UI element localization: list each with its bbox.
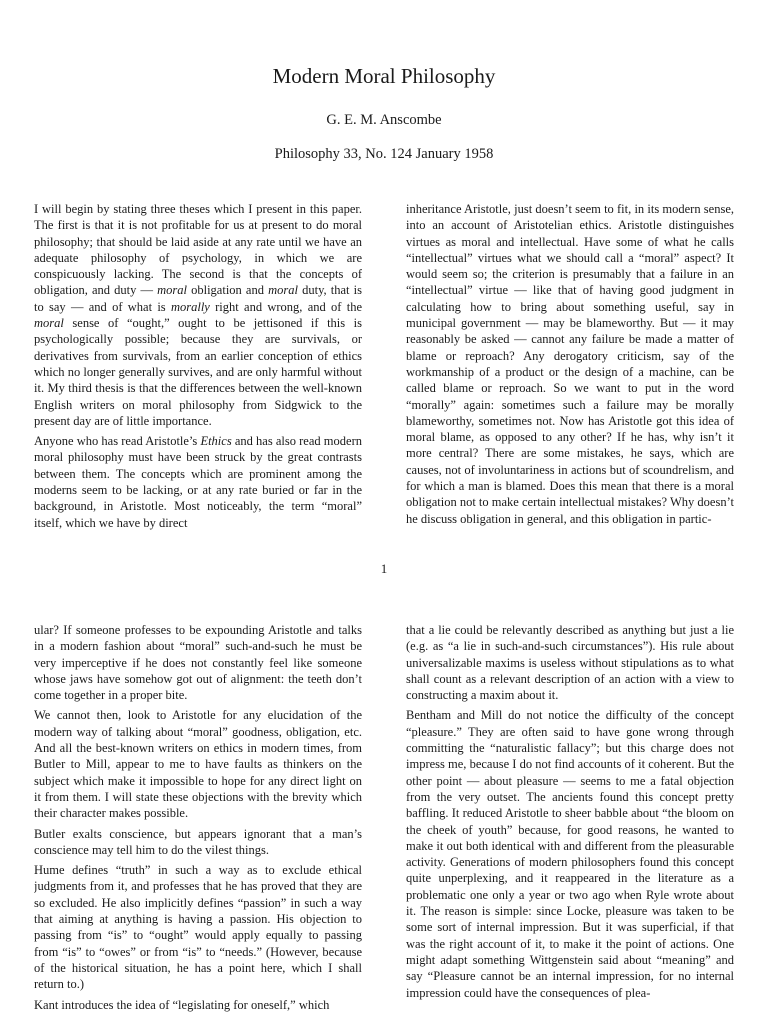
paragraph: I will begin by stating three theses which I present in this paper. The first is that it is not profitable for us at present to do moral philosophy; that should be laid aside at any rate until we have an adequate philosophy of psychology, in which we are conspicuously lacking. The second is that the concepts of obligation, and duty — moral obligation and moral duty, that is to say — and of what is morally right and wrong, and of the moral sense of “ought,” ought to be jettisoned if this is psychologically possible; because they are survivals, or derivatives from survivals, from an earlier conception of ethics which no longer generally survives, and are only harmful without it. My third thesis is that the differences between the well-known English writers on moral philosophy from Sidgwick to the present day are of little importance.	[34, 202, 362, 428]
paragraph: We cannot then, look to Aristotle for any elucidation of the modern way of talking about “moral” goodness, obligation, etc. And all the best-known writers on ethics in modern times, from Butler to Mill, appear to me to have faults as thinkers on the subject which make it impossible to hope for any direct light on it from them. I will state these objections with the brevity which their character makes possible.	[34, 708, 362, 821]
page2-right-column	[406, 622, 734, 1024]
paragraph: Anyone who has read Aristotle’s Ethics and has also read modern moral philosophy must have been struck by the great contrasts between them. The concepts which are prominent among the moderns seem to be lacking, or at any rate buried or far in the background, in Aristotle. Most noticeably, the term “moral” itself, which we have by direct	[34, 434, 362, 530]
paragraph: Kant introduces the idea of “legislating for oneself,” which	[34, 997, 330, 1012]
page2-left-column	[34, 622, 362, 1024]
paragraph: Butler exalts conscience, but appears ignorant that a man’s conscience may tell him to do the vilest things.	[34, 826, 362, 857]
page-number: 1	[380, 561, 388, 576]
paragraph: that a lie could be relevantly described as anything but just a lie (e.g. as “a lie in such-and-such circumstances”). His rule about universalizable maxims is useless without stipulations as to what shall count as a relevant description of an action with a view to constructing a maxim about it.	[406, 623, 734, 703]
page1-right-column	[406, 201, 734, 543]
paragraph: Bentham and Mill do not notice the difficulty of the concept “pleasure.” They are often said to have gone wrong through committing the “naturalistic fallacy”; but this charge does not impress me, because I do not find accounts of it coherent. But the other point — about pleasure — seems to me a fatal objection from the very outset. The ancients found this concept pretty baffling. It reduced Aristotle to sheer babble about “the bloom on the cheek of youth” because, for good reasons, he wanted to make it out both identical with and different from the pleasurable activity. Generations of modern philosophers found this concept quite unperplexing, and it reappeared in the literature as a problematic one only a year or two ago when Ryle wrote about it. The reason is simple: since Locke, pleasure was taken to be some sort of internal impression. But it was superficial, if that was the right account of it, to make it the point of actions. One might adapt something Wittgenstein said about “meaning” and say “Pleasure cannot be an internal impression, for no internal impression could have the consequences of plea-	[406, 708, 734, 1000]
citation-line: Philosophy 33, No. 124 January 1958	[274, 146, 494, 162]
paragraph: Hume defines “truth” in such a way as to exclude ethical judgments from it, and professes that he has proved that they are so excluded. He also implicitly defines “passion” in such a way that aiming at anything is having a passion. His objection to passing from “is” to “ought” would apply equally to passing from “is” to “owes” or from “is” to “needs.” (However, because of the historical situation, he has a point here, which I shall return to.)	[34, 863, 362, 992]
author-line: G. E. M. Anscombe	[326, 112, 442, 128]
page1-left-column	[34, 201, 362, 543]
paper-title: Modern Moral Philosophy	[272, 64, 496, 88]
paragraph: inheritance Aristotle, just doesn’t seem to fit, in its modern sense, into an account of Aristotelian ethics. Aristotle distinguishes virtues as moral and intellectual. Have some of what he calls “intellectual” virtues what we should call a “moral” aspect? It would seem so; the criterion is presumably that a failure in an “intellectual” virtue — like that of having good judgment in calculating how to bring about something useful, say in municipal government — may be blameworthy. But — it may reasonably be asked — cannot any failure be made a matter of blame or reproach? Any derogatory criticism, say of the workmanship of a product or the design of a machine, can be called blame or reproach. So we want to put in the word “morally” again: sometimes such a failure may be morally blameworthy, sometimes not. Now has Aristotle got this idea of moral blame, as opposed to any other? If he has, why isn’t it more central? There are some mistakes, he says, which are causes, not of involuntariness in actions but of scoundrelism, and for which a man is blamed. Does this mean that there is a moral obligation not to make certain intellectual mistakes? Why doesn’t he discuss obligation in general, and this obligation in partic-	[406, 202, 734, 526]
paragraph: ular? If someone professes to be expounding Aristotle and talks in a modern fashion about “moral” such-and-such he must be very imperceptive if he does not constantly feel like someone whose jaws have somehow got out of alignment: the teeth don’t come together in a proper bite.	[34, 623, 362, 703]
